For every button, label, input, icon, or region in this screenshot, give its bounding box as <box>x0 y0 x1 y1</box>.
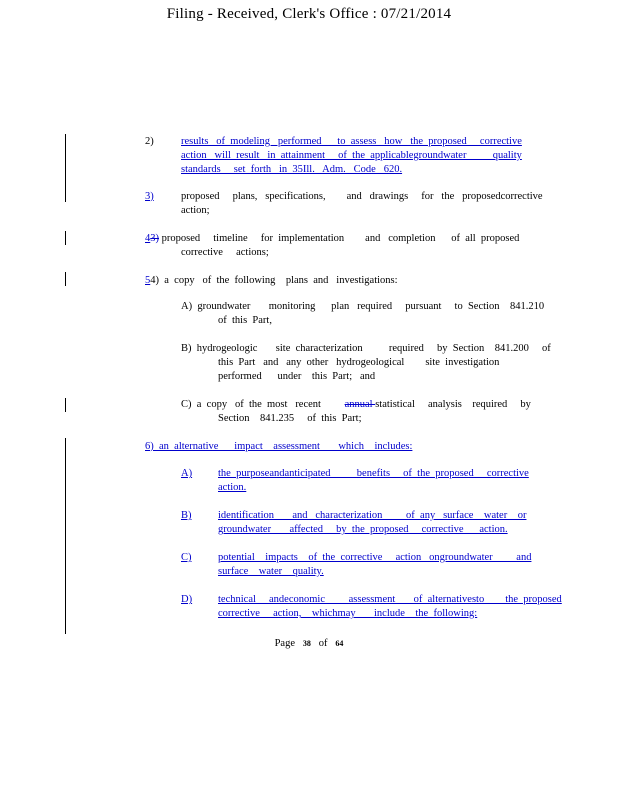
item-6d-line-2: corrective action, whichmay include the following: <box>218 608 478 619</box>
item-5-line-1 <box>145 274 398 288</box>
subitem-a-line-2: of this Part, <box>218 315 272 326</box>
item-2-line-3: standards set forth in 35Ill. Adm. Code 620. <box>181 164 403 175</box>
page-footer <box>0 638 618 649</box>
deleted-number: 3) <box>150 233 159 244</box>
revision-bar <box>65 398 66 412</box>
subitem-c-line-1 <box>181 398 531 412</box>
item-6a-line-1: the purposeandanticipated benefits of the proposed corrective <box>218 468 529 479</box>
page-total: 64 <box>335 639 344 648</box>
item-5-text: 4) a copy of the following plans and investigations: <box>150 275 398 286</box>
item-6b-line-1: identification and characterization of any surface water or <box>218 510 527 521</box>
page-label: Page <box>274 638 296 649</box>
subitem-b-line-3: performed under this Part; and <box>218 371 376 382</box>
subitem-label: D) <box>181 594 193 605</box>
of-label: of <box>318 638 328 649</box>
item-6b-line-2: groundwater affected by the proposed corrective action. <box>218 524 508 535</box>
subitem-b-line-2: this Part and any other hydrogeological site investigation <box>218 357 500 368</box>
item-3-line-2: action; <box>181 205 210 216</box>
revision-bar <box>65 231 66 245</box>
revision-bar <box>65 438 66 634</box>
item-6a-line-2: action. <box>218 482 247 493</box>
subitem-a-line-1: A) groundwater monitoring plan required pursuant to Section 841.210 <box>181 301 545 312</box>
subitem-b-line-1: B) hydrogeologic site characterization required by Section 841.200 of <box>181 343 551 354</box>
item-number: 2) <box>145 136 154 147</box>
item-6c-line-1: potential impacts of the corrective action ongroundwater and <box>218 552 532 563</box>
inserted-number: 5 <box>145 275 151 286</box>
subitem-c-post: statistical analysis required by <box>375 399 531 410</box>
subitem-label: C) <box>181 552 192 563</box>
item-3-line-1: proposed plans, specifications, and drawings for the proposedcorrective <box>181 191 543 202</box>
item-4-line-2: corrective actions; <box>181 247 269 258</box>
deleted-word: annual <box>344 399 376 410</box>
item-number: 3) <box>145 191 154 202</box>
item-2-line-2: action will result in attainment of the applicablegroundwater quality <box>181 150 522 161</box>
page-number: 38 <box>302 639 311 648</box>
subitem-c-pre: C) a copy of the most recent <box>181 399 345 410</box>
revision-bar <box>65 134 66 202</box>
filing-header: Filing - Received, Clerk's Office : 07/21/2014 <box>166 6 452 22</box>
item-6d-line-1: technical andeconomic assessment of alternativesto the proposed <box>218 594 562 605</box>
subitem-label: A) <box>181 468 193 479</box>
revision-bar <box>65 272 66 286</box>
item-6c-line-2: surface water quality. <box>218 566 324 577</box>
subitem-c-line-2: Section 841.235 of this Part; <box>218 413 362 424</box>
inserted-number: 4 <box>145 233 151 244</box>
item-2-line-1: results of modeling performed to assess how the proposed corrective <box>181 136 522 147</box>
item-4-line-1 <box>145 232 519 246</box>
item-4-text: proposed timeline for implementation and completion of all proposed <box>159 233 520 244</box>
subitem-label: B) <box>181 510 192 521</box>
item-6-line-1: 6) an alternative impact assessment which includes: <box>145 441 413 452</box>
